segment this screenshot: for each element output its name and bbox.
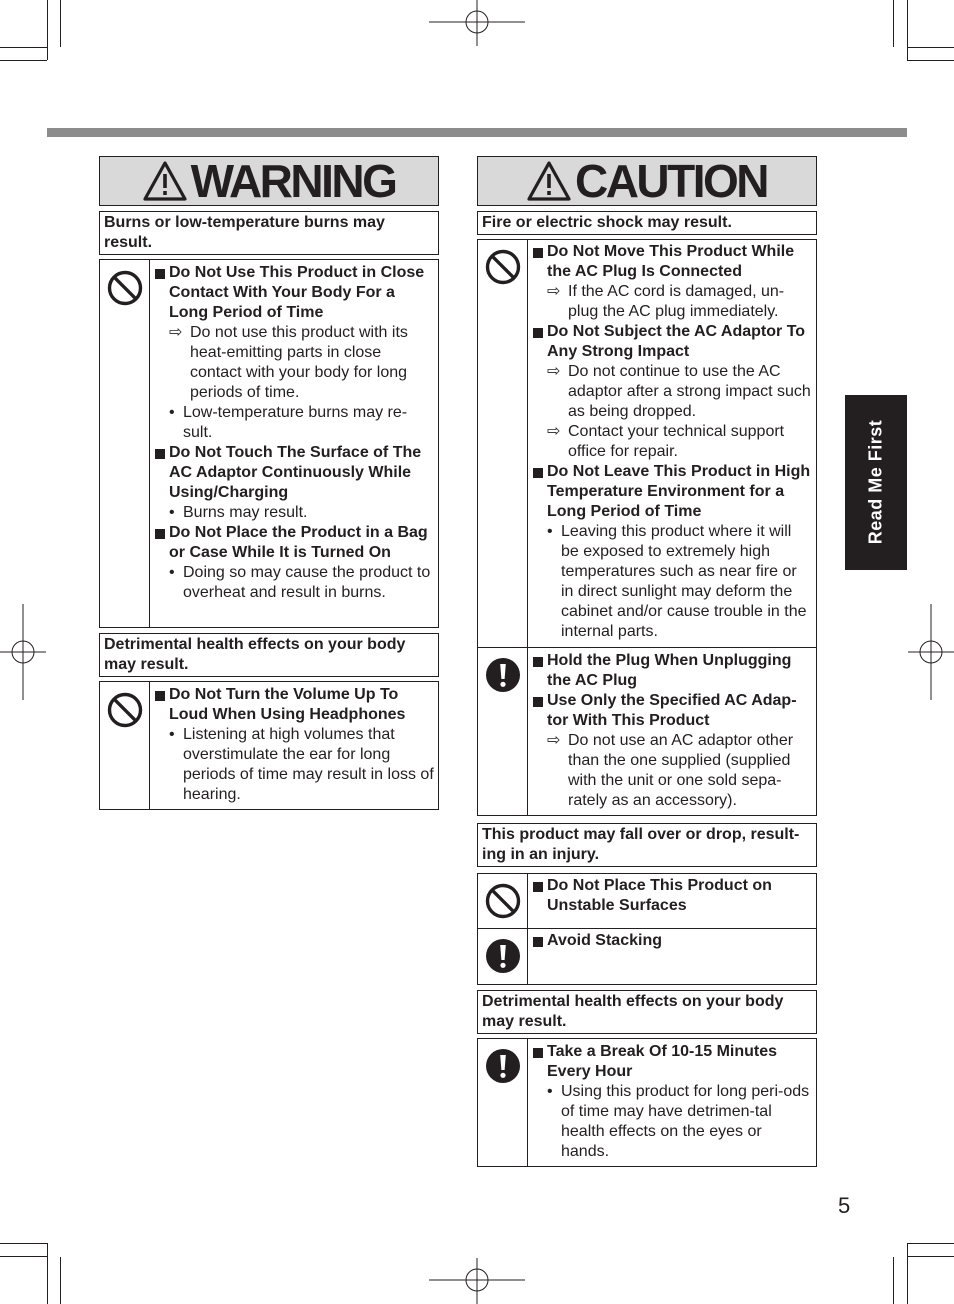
list-item: • Listening at high volumes that overstimulate the ear for long periods of time may result in loss of hearing. xyxy=(169,726,434,803)
list-item: ⇨ If the AC cord is damaged, un-plug the AC plug immediately. xyxy=(547,283,785,320)
arrow-icon: ⇨ xyxy=(547,732,561,749)
list-item: • Burns may result. xyxy=(169,504,308,521)
square-bullet-icon xyxy=(533,328,543,338)
arrow-icon: ⇨ xyxy=(547,283,561,300)
list-item: Do Not Touch The Surface of The AC Adaptor Continuously While Using/Charging xyxy=(153,443,434,503)
bullet-icon: • xyxy=(547,523,553,540)
list-item: • Leaving this product where it will be exposed to extremely high temperatures such as near fire or in direct sunlight may deform the cabinet and/or cause trouble in the internal parts. xyxy=(547,523,807,640)
bullet-icon: • xyxy=(169,726,175,743)
list-item: Do Not Subject the AC Adaptor To Any Strong Impact xyxy=(531,322,812,362)
caution-triangle-icon xyxy=(527,161,571,201)
list-item: Do Not Turn the Volume Up To Loud When Using Headphones xyxy=(153,685,434,725)
mandatory-action-icon xyxy=(485,938,521,974)
square-bullet-icon xyxy=(533,468,543,478)
caution-box xyxy=(477,1038,817,1167)
registration-mark-top xyxy=(429,0,525,48)
list-item: ⇨ Do not continue to use the AC adaptor after a strong impact such as being dropped. xyxy=(547,363,811,420)
symbol-column xyxy=(100,260,150,627)
list-item: Do Not Use This Product in Close Contact With Your Body For a Long Period of Time xyxy=(153,263,434,323)
mandatory-action-icon xyxy=(485,657,521,693)
warning-box xyxy=(99,681,439,810)
square-bullet-icon xyxy=(533,882,543,892)
list-item: ⇨ Do not use this product with its heat-emitting parts in close contact with your body for long periods of time. xyxy=(169,324,408,401)
hazard-heading: This product may fall over or drop, result-ing in an injury. xyxy=(477,823,817,867)
registration-mark-right xyxy=(906,604,954,700)
square-bullet-icon xyxy=(155,691,165,701)
list-item: • Using this product for long peri-ods of time may have detrimen-tal health effects on the eyes or hands. xyxy=(547,1083,810,1160)
registration-mark-bottom xyxy=(429,1256,525,1304)
list-item: Do Not Move This Product While the AC Plug Is Connected xyxy=(531,242,812,282)
section-tab xyxy=(845,395,907,570)
caution-row xyxy=(478,647,816,815)
warning-triangle-icon xyxy=(143,161,187,201)
prohibition-icon xyxy=(107,692,143,728)
list-item: Take a Break Of 10-15 Minutes Every Hour xyxy=(531,1042,812,1082)
list-item: Hold the Plug When Unplugging the AC Plug xyxy=(531,651,812,691)
caution-row xyxy=(478,239,816,647)
square-bullet-icon xyxy=(533,937,543,947)
square-bullet-icon xyxy=(533,248,543,258)
arrow-icon: ⇨ xyxy=(547,423,561,440)
list-item: Do Not Place This Product on Unstable Surfaces xyxy=(531,876,812,916)
caution-row xyxy=(478,928,816,984)
square-bullet-icon xyxy=(155,269,165,279)
list-item: • Doing so may cause the product to overheat and result in burns. xyxy=(169,564,431,601)
hazard-heading: Detrimental health effects on your body may result. xyxy=(477,990,817,1034)
top-rule xyxy=(47,128,907,137)
square-bullet-icon xyxy=(155,449,165,459)
list-item: Do Not Place the Product in a Bag or Case While It is Turned On xyxy=(153,523,434,563)
warning-box xyxy=(99,259,439,628)
bullet-icon: • xyxy=(169,564,175,581)
caution-title: CAUTION xyxy=(574,155,768,207)
mandatory-action-icon xyxy=(485,1048,521,1084)
hazard-heading: Fire or electric shock may result. xyxy=(477,211,817,235)
square-bullet-icon xyxy=(533,657,543,667)
bullet-icon: • xyxy=(169,504,175,521)
arrow-icon: ⇨ xyxy=(169,324,183,341)
page-number: 5 xyxy=(838,1193,851,1218)
bullet-icon: • xyxy=(169,404,175,421)
list-item: Avoid Stacking xyxy=(531,931,812,951)
list-item: ⇨ Contact your technical support office for repair. xyxy=(547,423,785,460)
hazard-heading: Detrimental health effects on your body may result. xyxy=(99,633,439,677)
symbol-column xyxy=(478,239,528,647)
warning-title: WARNING xyxy=(190,155,396,207)
section-tab-label: Read Me First xyxy=(865,419,886,545)
square-bullet-icon xyxy=(533,697,543,707)
arrow-icon: ⇨ xyxy=(547,363,561,380)
hazard-heading: Burns or low-temperature burns may result. xyxy=(99,211,439,255)
list-item: • Low-temperature burns may re-sult. xyxy=(169,404,408,441)
bullet-icon: • xyxy=(547,1083,553,1100)
prohibition-icon xyxy=(107,270,143,306)
prohibition-icon xyxy=(485,249,521,285)
caution-row xyxy=(478,873,816,928)
list-item: Do Not Leave This Product in High Temperature Environment for a Long Period of Time xyxy=(531,462,812,522)
prohibition-icon xyxy=(485,883,521,919)
warning-banner xyxy=(99,156,439,206)
caution-banner xyxy=(477,156,817,206)
caution-box xyxy=(477,873,817,985)
caution-box xyxy=(477,239,817,816)
list-item: Use Only the Specified AC Adap-tor With This Product xyxy=(531,691,812,731)
square-bullet-icon xyxy=(533,1048,543,1058)
square-bullet-icon xyxy=(155,529,165,539)
registration-mark-left xyxy=(0,604,48,700)
list-item: ⇨ Do not use an AC adaptor other than the one supplied (supplied with the unit or one sold sepa-rately as an accessory). xyxy=(547,732,794,809)
